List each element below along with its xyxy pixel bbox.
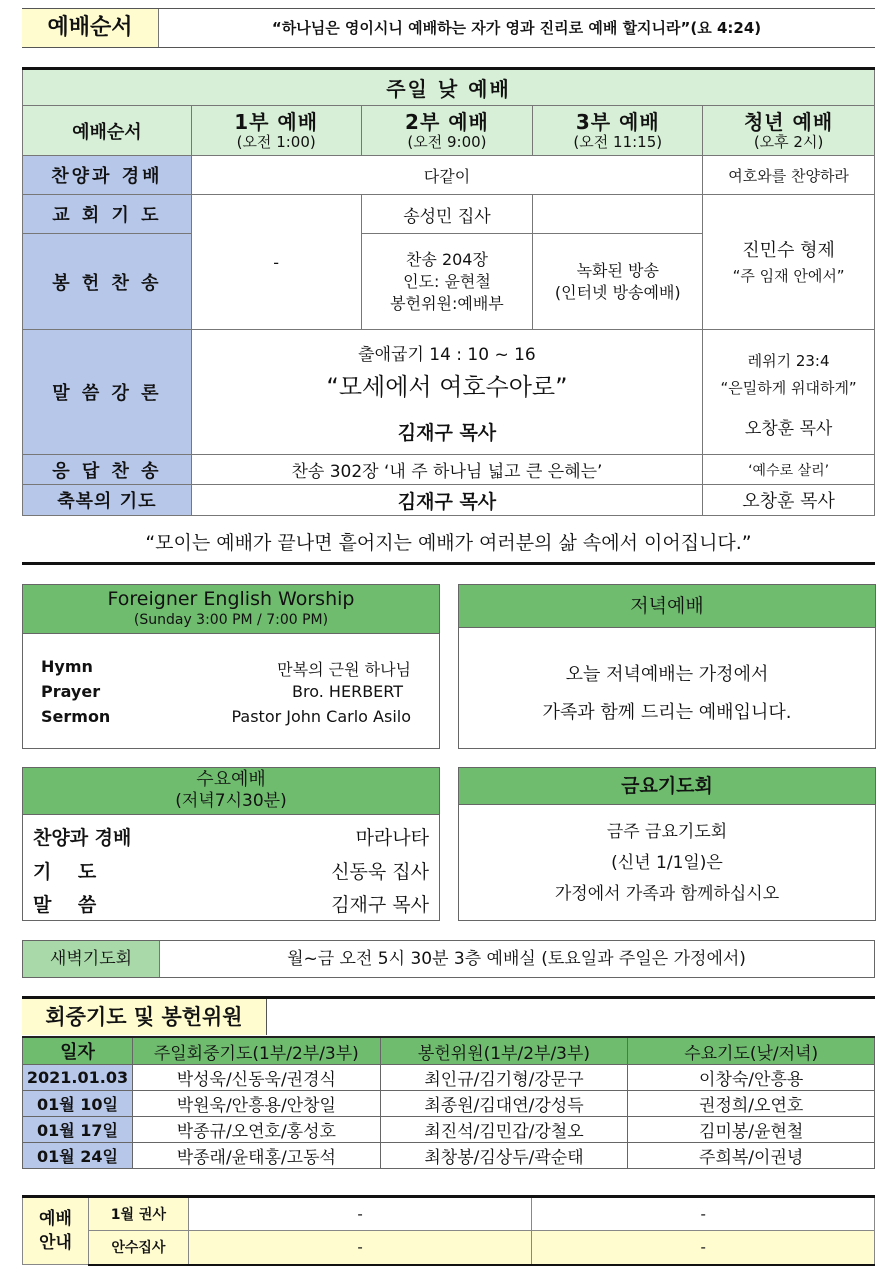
guide-cell: - <box>532 1231 875 1265</box>
english-hymn: Hymn 만복의 근원 하나님 <box>41 657 411 679</box>
response-main: 찬송 302장 ‘내 주 하나님 넓고 큰 은혜는’ <box>191 455 702 485</box>
col-header-date: 일자 <box>23 1037 133 1065</box>
verse-header <box>22 8 875 48</box>
service-2: 2부 예배 (오전 9:00) <box>361 106 533 156</box>
service-3: 3부 예배 (오전 11:15) <box>533 106 703 156</box>
evening-worship-box <box>458 584 876 749</box>
sermon-youth: 레위기 23:4 “은밀하게 위대하게” 오창훈 목사 <box>703 330 875 455</box>
dawn-text: 월~금 오전 5시 30분 3층 예배실 (토요일과 주일은 가정에서) <box>287 949 746 969</box>
service-youth: 청년 예배 (오후 2시) <box>703 106 875 156</box>
table-row: 2021.01.03 박성욱/신동욱/권경식 최인규/김기형/강문구 이창숙/안흥용 <box>23 1065 875 1091</box>
row-label-sermon: 말 씀 강 론 <box>23 330 192 455</box>
table-row: 01월 17일 박종규/오연호/홍성호 최진석/김민갑/강철오 김미봉/윤현철 <box>23 1117 875 1143</box>
guide-cell: - <box>188 1231 532 1265</box>
table-row: 01월 24일 박종래/윤태홍/고동석 최창봉/김상두/곽순태 주희복/이권녕 <box>23 1143 875 1169</box>
offering-s2: 찬송 204장 인도: 윤현철 봉헌위원:예배부 <box>361 234 533 330</box>
sunday-worship-table <box>22 67 875 516</box>
response-youth: ‘예수로 살리’ <box>703 455 875 485</box>
dawn-label: 새벽기도회 <box>23 941 160 977</box>
guide-cell: - <box>188 1197 532 1231</box>
dawn-prayer-bar <box>22 940 875 978</box>
row-label-blessing: 축복의 기도 <box>23 485 192 516</box>
sunday-title: 주일 낮 예배 <box>23 69 875 106</box>
friday-line-1: 금주 금요기도회 <box>606 822 728 842</box>
wednesday-praise: 찬양과 경배 마라나타 <box>33 827 429 849</box>
evening-line-2: 가족과 함께 드리는 예배입니다. <box>542 702 792 723</box>
prayer-members-title: 회중기도 및 봉헌위원 <box>22 999 267 1035</box>
prayer-s2: 송성민 집사 <box>361 195 533 234</box>
blessing-main: 김재구 목사 <box>191 485 702 516</box>
guide-row-name: 안수집사 <box>88 1231 188 1265</box>
order-label: 예배순서 <box>23 106 192 156</box>
praise-main: 다같이 <box>191 156 702 195</box>
guide-label: 예배 안내 <box>23 1197 89 1265</box>
guide-cell: - <box>532 1197 875 1231</box>
col-header-wednesday-prayer: 수요기도(낮/저녁) <box>628 1037 875 1065</box>
row-label-praise: 찬양과 경배 <box>23 156 192 195</box>
worship-guide-table <box>22 1195 875 1266</box>
col-header-offering: 봉헌위원(1부/2부/3부) <box>380 1037 628 1065</box>
prayer-members-table <box>22 1036 875 1169</box>
friday-line-2: (신년 1/1일)은 <box>611 853 723 873</box>
row-label-prayer: 교 회 기 도 <box>23 195 192 234</box>
row-label-response: 응 답 찬 송 <box>23 455 192 485</box>
friday-prayer-header: 금요기도회 <box>459 768 875 805</box>
friday-prayer-box <box>458 767 876 921</box>
english-worship-box <box>22 584 440 749</box>
prayer-s3 <box>533 195 703 234</box>
wednesday-prayer: 기 도 신동욱 집사 <box>33 861 429 883</box>
blessing-youth: 오창훈 목사 <box>703 485 875 516</box>
english-sermon: Sermon Pastor John Carlo Asilo <box>41 707 411 726</box>
table-row: 01월 10일 박원욱/안흥용/안창일 최종원/김대연/강성득 권정희/오연호 <box>23 1091 875 1117</box>
offering-s1: - <box>191 195 361 330</box>
english-prayer: Prayer Bro. HERBERT <box>41 682 403 701</box>
service-1: 1부 예배 (오전 1:00) <box>191 106 361 156</box>
closing-quote: “모이는 예배가 끝나면 흩어지는 예배가 여러분의 삶 속에서 이어집니다.” <box>22 521 875 565</box>
prayer-members-section <box>22 996 875 1176</box>
guide-row-name: 1월 권사 <box>88 1197 188 1231</box>
col-header-sunday-prayer: 주일회중기도(1부/2부/3부) <box>132 1037 380 1065</box>
header-verse: “하나님은 영이시니 예배하는 자가 영과 진리로 예배 할지니라”(요 4:24) <box>271 19 762 37</box>
english-worship-header: Foreigner English Worship (Sunday 3:00 PM / 7:00 PM) <box>23 585 439 634</box>
praise-youth: 여호와를 찬양하라 <box>703 156 875 195</box>
offering-s3: 녹화된 방송 (인터넷 방송예배) <box>533 234 703 330</box>
evening-worship-header: 저녁예배 <box>459 585 875 628</box>
offering-youth: 진민수 형제 “주 임재 안에서” <box>703 195 875 330</box>
friday-line-3: 가정에서 가족과 함께하십시오 <box>554 884 780 904</box>
header-label: 예배순서 <box>22 9 159 47</box>
wednesday-worship-box <box>22 767 440 921</box>
wednesday-worship-header: 수요예배 (저녁7시30분) <box>23 768 439 815</box>
evening-line-1: 오늘 저녁예배는 가정에서 <box>565 664 769 685</box>
wednesday-sermon: 말 씀 김재구 목사 <box>33 894 429 916</box>
sermon-main: 출애굽기 14 : 10 ~ 16 “모세에서 여호수아로” 김재구 목사 <box>191 330 702 455</box>
row-label-offering: 봉 헌 찬 송 <box>23 234 192 330</box>
